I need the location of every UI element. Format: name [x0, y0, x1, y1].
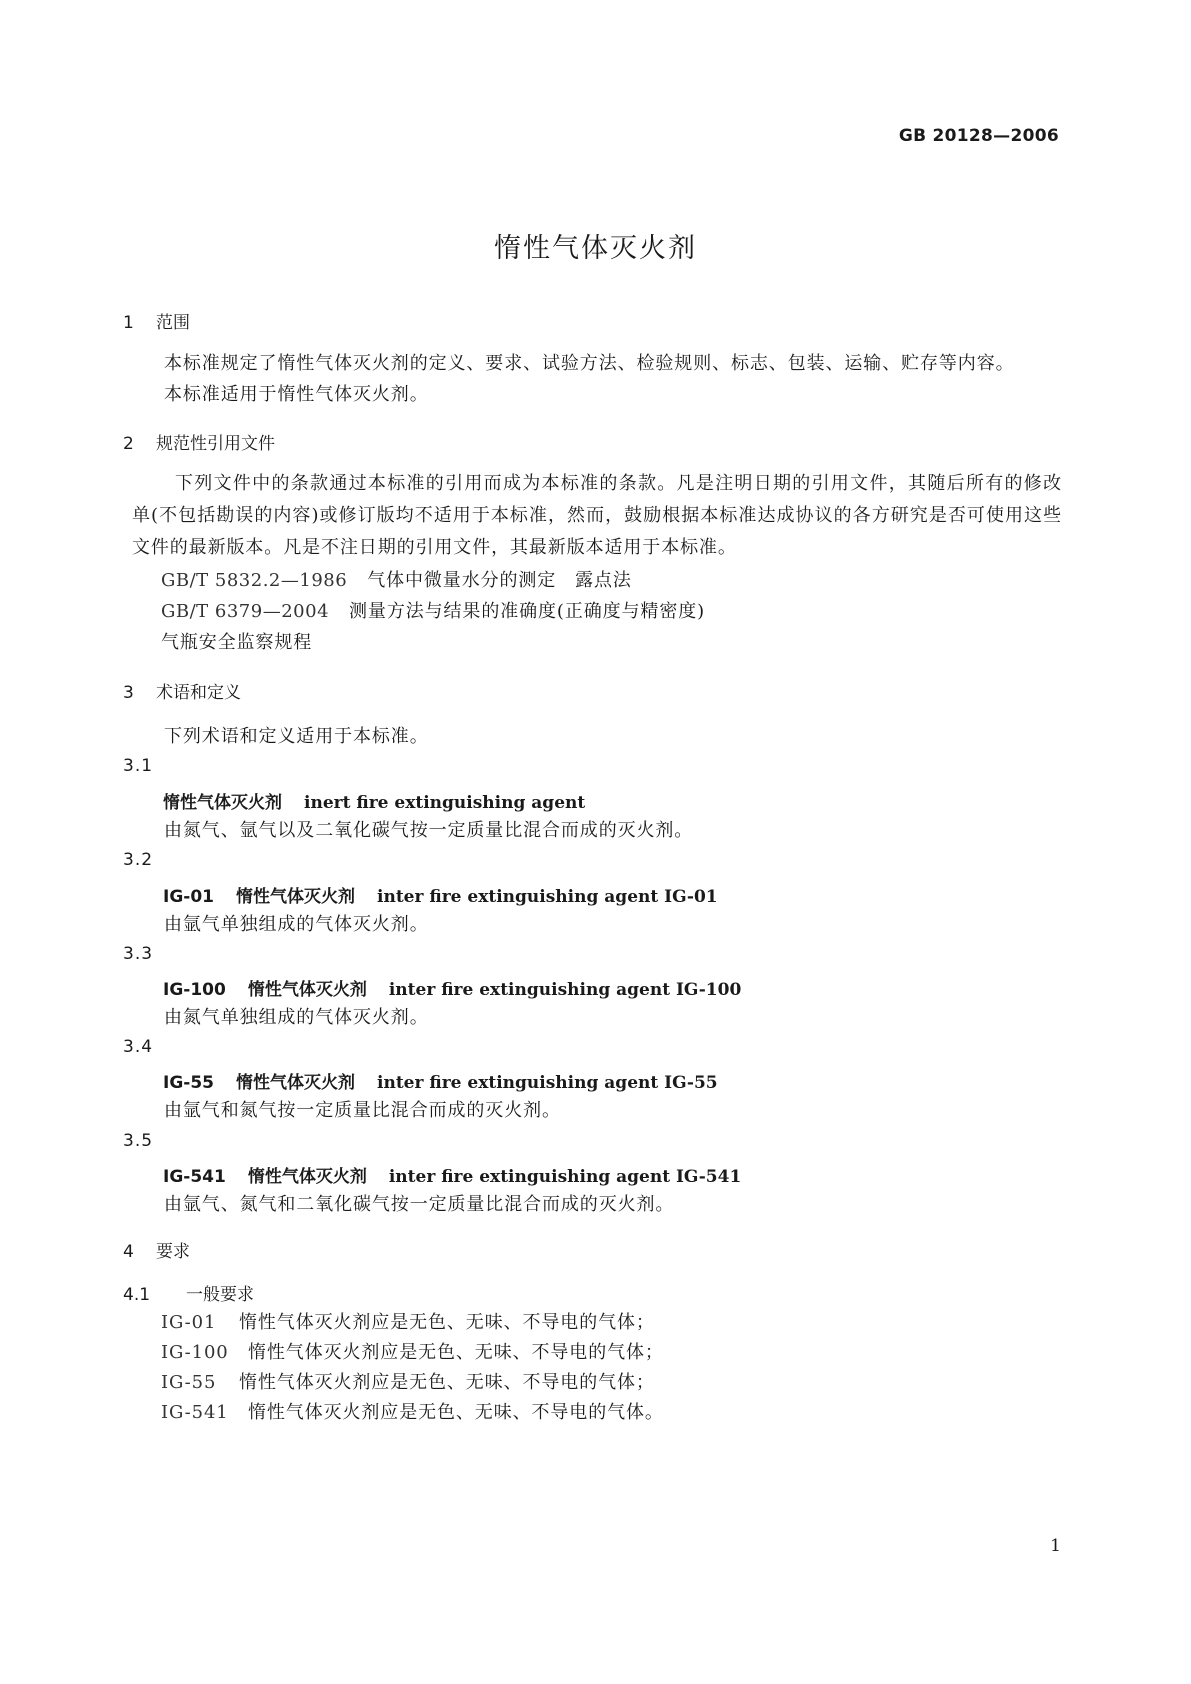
document-title: 惰性气体灭火剂	[494, 233, 697, 264]
section-number: 4	[123, 1242, 134, 1262]
reference-title: 气体中微量水分的测定 露点法	[367, 570, 632, 591]
term-cn: 惰性气体灭火剂	[236, 887, 355, 907]
term-cn: 惰性气体灭火剂	[247, 1167, 367, 1187]
reference-code: GB/T 5832.2—1986	[161, 570, 348, 591]
term-definition: 由氩气和氮气按一定质量比混合而成的灭火剂。	[164, 1100, 561, 1121]
term-en: inter fire extinguishing agent IG-100	[388, 980, 742, 1000]
reference-item	[161, 566, 632, 592]
page-number: 1	[1050, 1536, 1061, 1556]
term-en: inert fire extinguishing agent	[304, 793, 586, 813]
section-number: 3	[123, 683, 134, 703]
term-number: 3.2	[123, 850, 154, 870]
requirement-item	[161, 1308, 655, 1334]
term-number: 3.3	[123, 944, 154, 964]
subsection-number: 4.1	[123, 1285, 151, 1305]
term-code: IG-01	[163, 887, 214, 907]
term-definition: 由氩气、氮气和二氧化碳气按一定质量比混合而成的灭火剂。	[164, 1194, 675, 1215]
term-code: IG-541	[163, 1167, 226, 1187]
requirement-text: 惰性气体灭火剂应是无色、无味、不导电的气体。	[248, 1402, 664, 1423]
section-title: 规范性引用文件	[156, 434, 275, 454]
section-title: 范围	[156, 313, 190, 333]
term-number: 3.4	[123, 1037, 154, 1057]
requirement-text: 惰性气体灭火剂应是无色、无味、不导电的气体；	[239, 1312, 655, 1333]
normative-paragraph: 下列文件中的条款通过本标准的引用而成为本标准的条款。凡是注明日期的引用文件，其随后所有的修改单(不包括勘误的内容)或修订版均不适用于本标准，然而，鼓励根据本标准达成协议的各方研究是否可使用这些文件的最新版本。凡是不注日期的引用文件，其最新版本适用于本标准。	[132, 473, 1062, 558]
term-heading	[163, 882, 718, 907]
requirement-item	[161, 1368, 655, 1394]
term-definition: 由氮气单独组成的气体灭火剂。	[164, 1007, 429, 1028]
term-cn: 惰性气体灭火剂	[247, 980, 367, 1000]
term-heading	[163, 1162, 741, 1187]
term-number: 3.1	[123, 756, 154, 776]
term-cn: 惰性气体灭火剂	[163, 793, 282, 813]
term-en: inter fire extinguishing agent IG-01	[377, 887, 718, 907]
section-2-heading	[123, 429, 275, 454]
paragraph: 本标准适用于惰性气体灭火剂。	[164, 384, 429, 405]
term-cn: 惰性气体灭火剂	[236, 1073, 355, 1093]
agent-code: IG-55	[161, 1372, 217, 1393]
section-title: 术语和定义	[156, 683, 241, 703]
reference-code: GB/T 6379—2004	[161, 601, 330, 622]
term-definition: 由氮气、氩气以及二氧化碳气按一定质量比混合而成的灭火剂。	[164, 820, 694, 841]
term-number: 3.5	[123, 1131, 154, 1151]
term-heading	[163, 975, 741, 1000]
agent-code: IG-541	[161, 1402, 229, 1423]
section-number: 2	[123, 434, 134, 454]
reference-item	[161, 628, 312, 654]
section-number: 1	[123, 313, 134, 333]
term-definition: 由氩气单独组成的气体灭火剂。	[164, 914, 429, 935]
section-intro: 下列术语和定义适用于本标准。	[164, 726, 429, 747]
standard-code: GB 20128—2006	[898, 126, 1059, 146]
requirement-text: 惰性气体灭火剂应是无色、无味、不导电的气体；	[239, 1372, 655, 1393]
requirement-item	[161, 1338, 664, 1364]
requirement-text: 惰性气体灭火剂应是无色、无味、不导电的气体；	[248, 1342, 664, 1363]
section-3-heading	[123, 678, 241, 703]
term-en: inter fire extinguishing agent IG-55	[377, 1073, 718, 1093]
agent-code: IG-01	[161, 1312, 217, 1333]
agent-code: IG-100	[161, 1342, 229, 1363]
reference-title: 测量方法与结果的准确度(正确度与精密度)	[349, 601, 706, 622]
section-4-heading	[123, 1237, 190, 1262]
section-1-heading	[123, 308, 190, 333]
term-en: inter fire extinguishing agent IG-541	[388, 1167, 742, 1187]
term-heading	[163, 1068, 718, 1093]
subsection-4-1-heading	[123, 1280, 254, 1305]
paragraph: 本标准规定了惰性气体灭火剂的定义、要求、试验方法、检验规则、标志、包装、运输、贮存等内容。	[164, 353, 1015, 374]
section-title: 要求	[156, 1242, 190, 1262]
term-code: IG-100	[163, 980, 226, 1000]
reference-title: 气瓶安全监察规程	[161, 632, 313, 653]
requirement-item	[161, 1398, 664, 1424]
subsection-title: 一般要求	[186, 1285, 254, 1305]
term-heading	[163, 788, 585, 813]
reference-item	[161, 597, 705, 623]
term-code: IG-55	[163, 1073, 214, 1093]
